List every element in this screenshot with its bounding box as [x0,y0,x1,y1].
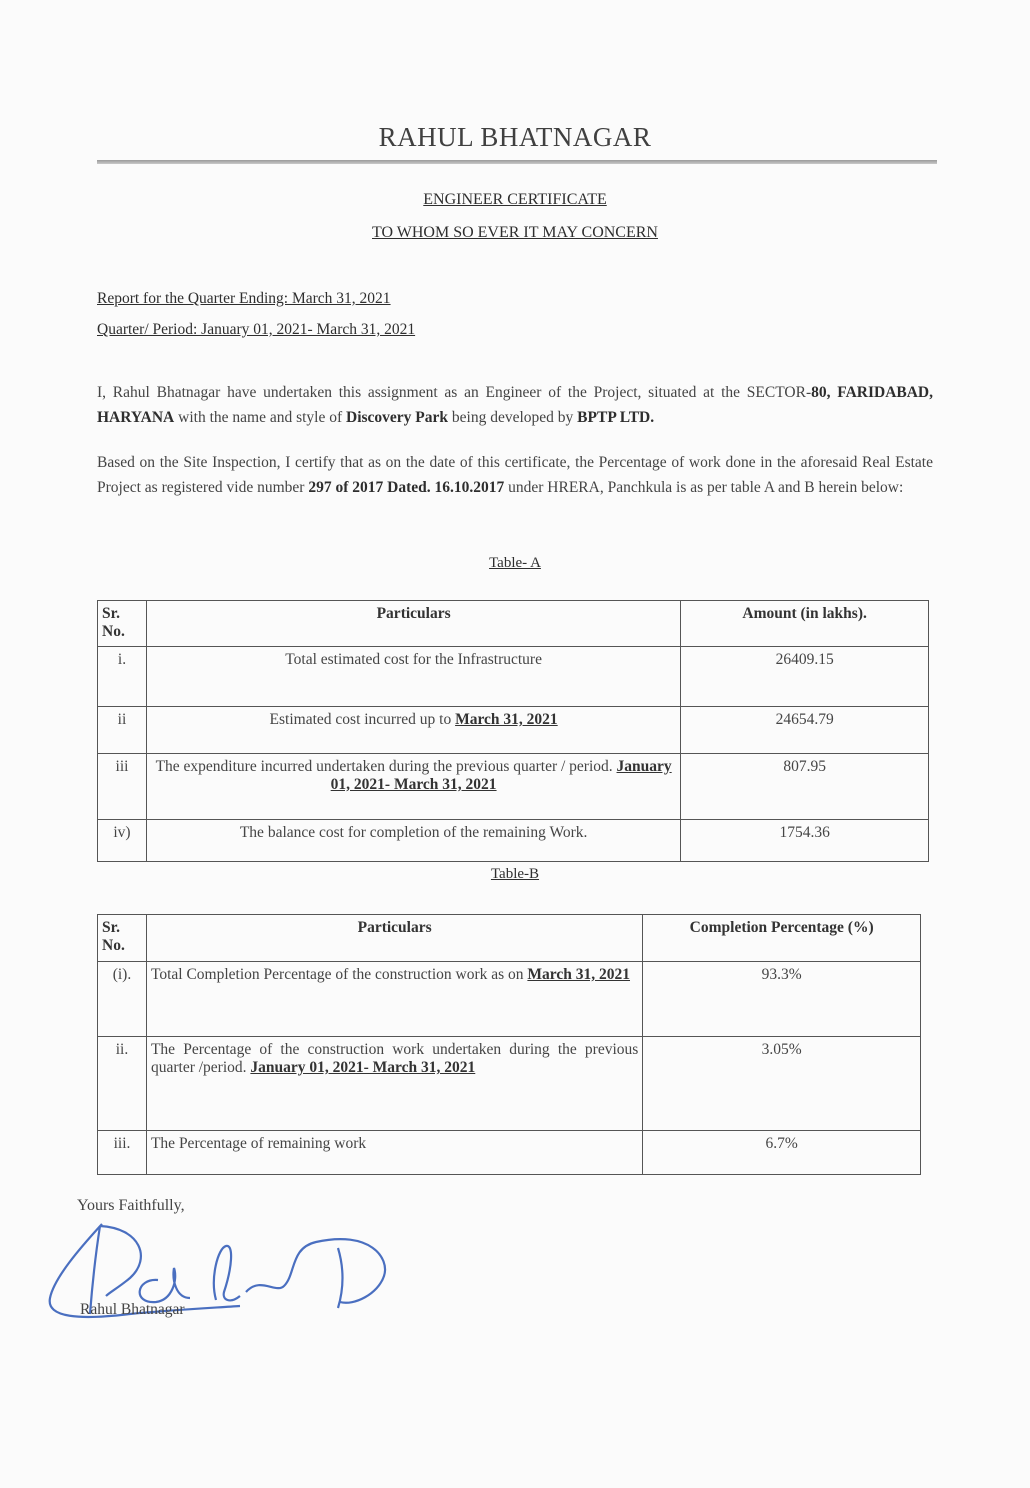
table-b-header-particulars: Particulars [146,915,642,962]
particulars-date: January 01, 2021- March 31, 2021 [250,1059,476,1076]
table-b-particulars [146,1037,642,1131]
table-a-amount: 807.95 [681,754,929,820]
table-row [98,754,929,820]
table-a-particulars [146,820,680,862]
table-b-completion: 93.3% [643,962,921,1037]
table-b-particulars [146,962,642,1037]
letterhead-name: RAHUL BHATNAGAR [378,122,652,152]
para1-text-3: being developed by [448,409,578,426]
project-location: 80, FARIDABAD, HARYANA [97,384,933,426]
table-a-header-amount: Amount (in lakhs). [681,601,929,647]
registration-number: 297 of 2017 Dated. 16.10.2017 [308,479,505,496]
quarter-period-heading: Quarter/ Period: January 01, 2021- March 31, 2021 [97,321,416,338]
table-a-amount: 26409.15 [681,647,929,707]
table-a-sr: i. [98,647,147,707]
developer-name: BPTP LTD. [577,409,655,426]
particulars-text: The expenditure incurred undertaken during the previous quarter / period. [155,758,617,775]
assignment-paragraph [97,380,933,430]
table-a-particulars [146,647,680,707]
table-a-sr: ii [98,707,147,754]
table-row [98,1037,921,1131]
table-a-header-particulars: Particulars [146,601,680,647]
table-b-header-completion: Completion Percentage (%) [643,915,921,962]
certificate-title: ENGINEER CERTIFICATE [423,191,607,208]
particulars-date: January 01, 2021- March 31, 2021 [330,758,672,793]
table-row [98,962,921,1037]
particulars-date: March 31, 2021 [527,966,630,983]
table-row [98,1131,921,1175]
particulars-text: Total Completion Percentage of the construction work as on [150,966,528,983]
para1-text-1: I, Rahul Bhatnagar have undertaken this assignment as an Engineer of the Project, situated at the SECTOR- [97,384,812,401]
table-a-amount: 1754.36 [681,820,929,862]
table-b-sr: (i). [98,962,147,1037]
signer-name: Rahul Bhatnagar [80,1301,185,1318]
para2-text-2: under HRERA, Panchkula is as per table A and B herein below: [504,479,904,496]
particulars-text: Total estimated cost for the Infrastructure [285,651,542,668]
particulars-text: The Percentage of remaining work [150,1135,367,1152]
table-a-sr: iv) [98,820,147,862]
concern-heading: TO WHOM SO EVER IT MAY CONCERN [372,224,658,241]
table-b-caption: Table-B [490,866,540,882]
particulars-text: Estimated cost incurred up to [269,711,456,728]
table-b-sr: iii. [98,1131,147,1175]
para2-text-1: Based on the Site Inspection, I certify that as on the date of this certificate, the Percentage of work done in the aforesaid Real Estate Project as registered vide number [97,454,933,496]
para1-text-2: with the name and style of [174,409,347,426]
table-b-sr: ii. [98,1037,147,1131]
table-a-sr: iii [98,754,147,820]
report-quarter-heading: Report for the Quarter Ending: March 31, 2021 [97,290,391,307]
table-b-particulars [146,1131,642,1175]
particulars-date: March 31, 2021 [455,711,558,728]
table-row [98,820,929,862]
table-b-header-row [98,915,921,962]
table-row [98,647,929,707]
table-a [97,600,929,862]
table-b-header-sr: Sr. No. [98,915,147,962]
table-row [98,707,929,754]
table-a-particulars [146,754,680,820]
table-a-header-row [98,601,929,647]
closing-salutation: Yours Faithfully, [77,1197,185,1214]
particulars-text: The Percentage of the construction work undertaken during the previous quarter /period. [150,1041,639,1076]
project-name: Discovery Park [346,409,449,426]
table-b-completion: 3.05% [643,1037,921,1131]
inspection-paragraph [97,450,933,500]
table-a-amount: 24654.79 [681,707,929,754]
letterhead-divider [97,160,937,164]
table-a-header-sr: Sr. No. [98,601,147,647]
particulars-text: The balance cost for completion of the remaining Work. [239,824,588,841]
table-a-particulars [146,707,680,754]
table-b [97,914,921,1175]
table-b-completion: 6.7% [643,1131,921,1175]
table-a-caption: Table- A [489,555,541,571]
